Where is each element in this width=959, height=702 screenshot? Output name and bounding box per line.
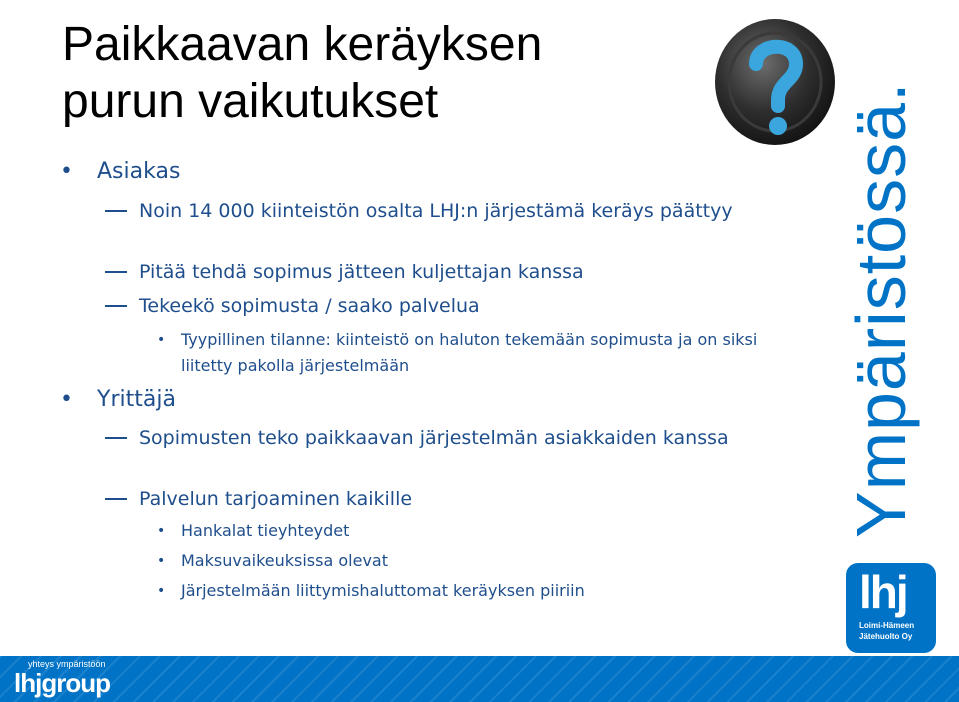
bullet-dash-icon — [105, 210, 127, 212]
bullet-dot-icon: • — [60, 387, 73, 412]
bullet-dot-icon: • — [60, 159, 73, 184]
lhj-company-line-2: Jätehuolto Oy — [859, 632, 913, 641]
bullet-text: Järjestelmään liittymishaluttomat keräyksen piiriin — [181, 581, 585, 600]
list-item — [139, 258, 809, 286]
bullet-text: Hankalat tieyhteydet — [181, 521, 350, 540]
question-mark-icon — [712, 8, 838, 150]
list-item — [139, 292, 809, 320]
bullet-text: Noin 14 000 kiinteistön osalta LHJ:n järjestämä keräys päättyy — [139, 200, 733, 222]
list-item — [60, 386, 176, 414]
lhj-logo — [846, 563, 936, 653]
title-line-1: Paikkaavan keräyksen — [62, 18, 543, 71]
list-item — [139, 485, 809, 513]
lhjgroup-logo — [14, 659, 124, 699]
list-item — [139, 197, 809, 225]
bullet-dash-icon — [105, 498, 127, 500]
lhj-company-line-1: Loimi-Hämeen — [859, 621, 915, 630]
title-line-2: purun vaikutukset — [62, 75, 439, 128]
bullet-text: Asiakas — [97, 159, 181, 184]
bullet-text: Tekeekö sopimusta / saako palvelua — [139, 295, 480, 317]
bullet-dash-icon — [105, 271, 127, 273]
list-item — [139, 424, 809, 452]
vertical-slogan-text: Ympäristössä. — [842, 81, 920, 538]
bullet-text: Pitää tehdä sopimus jätteen kuljettajan kanssa — [139, 261, 584, 283]
bullet-text: Yrittäjä — [97, 387, 176, 412]
bullet-text: Maksuvaikeuksissa olevat — [181, 551, 388, 570]
bullet-dash-icon — [105, 437, 127, 439]
lhj-logo-mark: lhj — [859, 566, 907, 618]
bullet-dot-icon: • — [157, 523, 166, 539]
list-item — [60, 158, 181, 186]
list-item — [157, 327, 801, 379]
group-name: lhjgroup — [14, 668, 110, 698]
group-tagline: yhteys ympäristöön — [28, 659, 106, 669]
bullet-text: Tyypillinen tilanne: kiinteistö on haluton tekemään sopimusta ja on siksi liitetty pakolla järjestelmään — [181, 330, 758, 375]
bullet-text: Palvelun tarjoaminen kaikille — [139, 488, 413, 510]
lhj-company-name — [859, 620, 931, 642]
bullet-dash-icon — [105, 305, 127, 307]
bullet-dot-icon: • — [157, 332, 166, 348]
bullet-dot-icon: • — [157, 583, 166, 599]
list-item — [157, 518, 801, 544]
bullet-dot-icon: • — [157, 553, 166, 569]
vertical-slogan — [840, 18, 930, 538]
bullet-text: Sopimusten teko paikkaavan järjestelmän asiakkaiden kanssa — [139, 427, 729, 449]
list-item — [157, 578, 801, 604]
list-item — [157, 548, 801, 574]
brand-band — [0, 656, 959, 702]
